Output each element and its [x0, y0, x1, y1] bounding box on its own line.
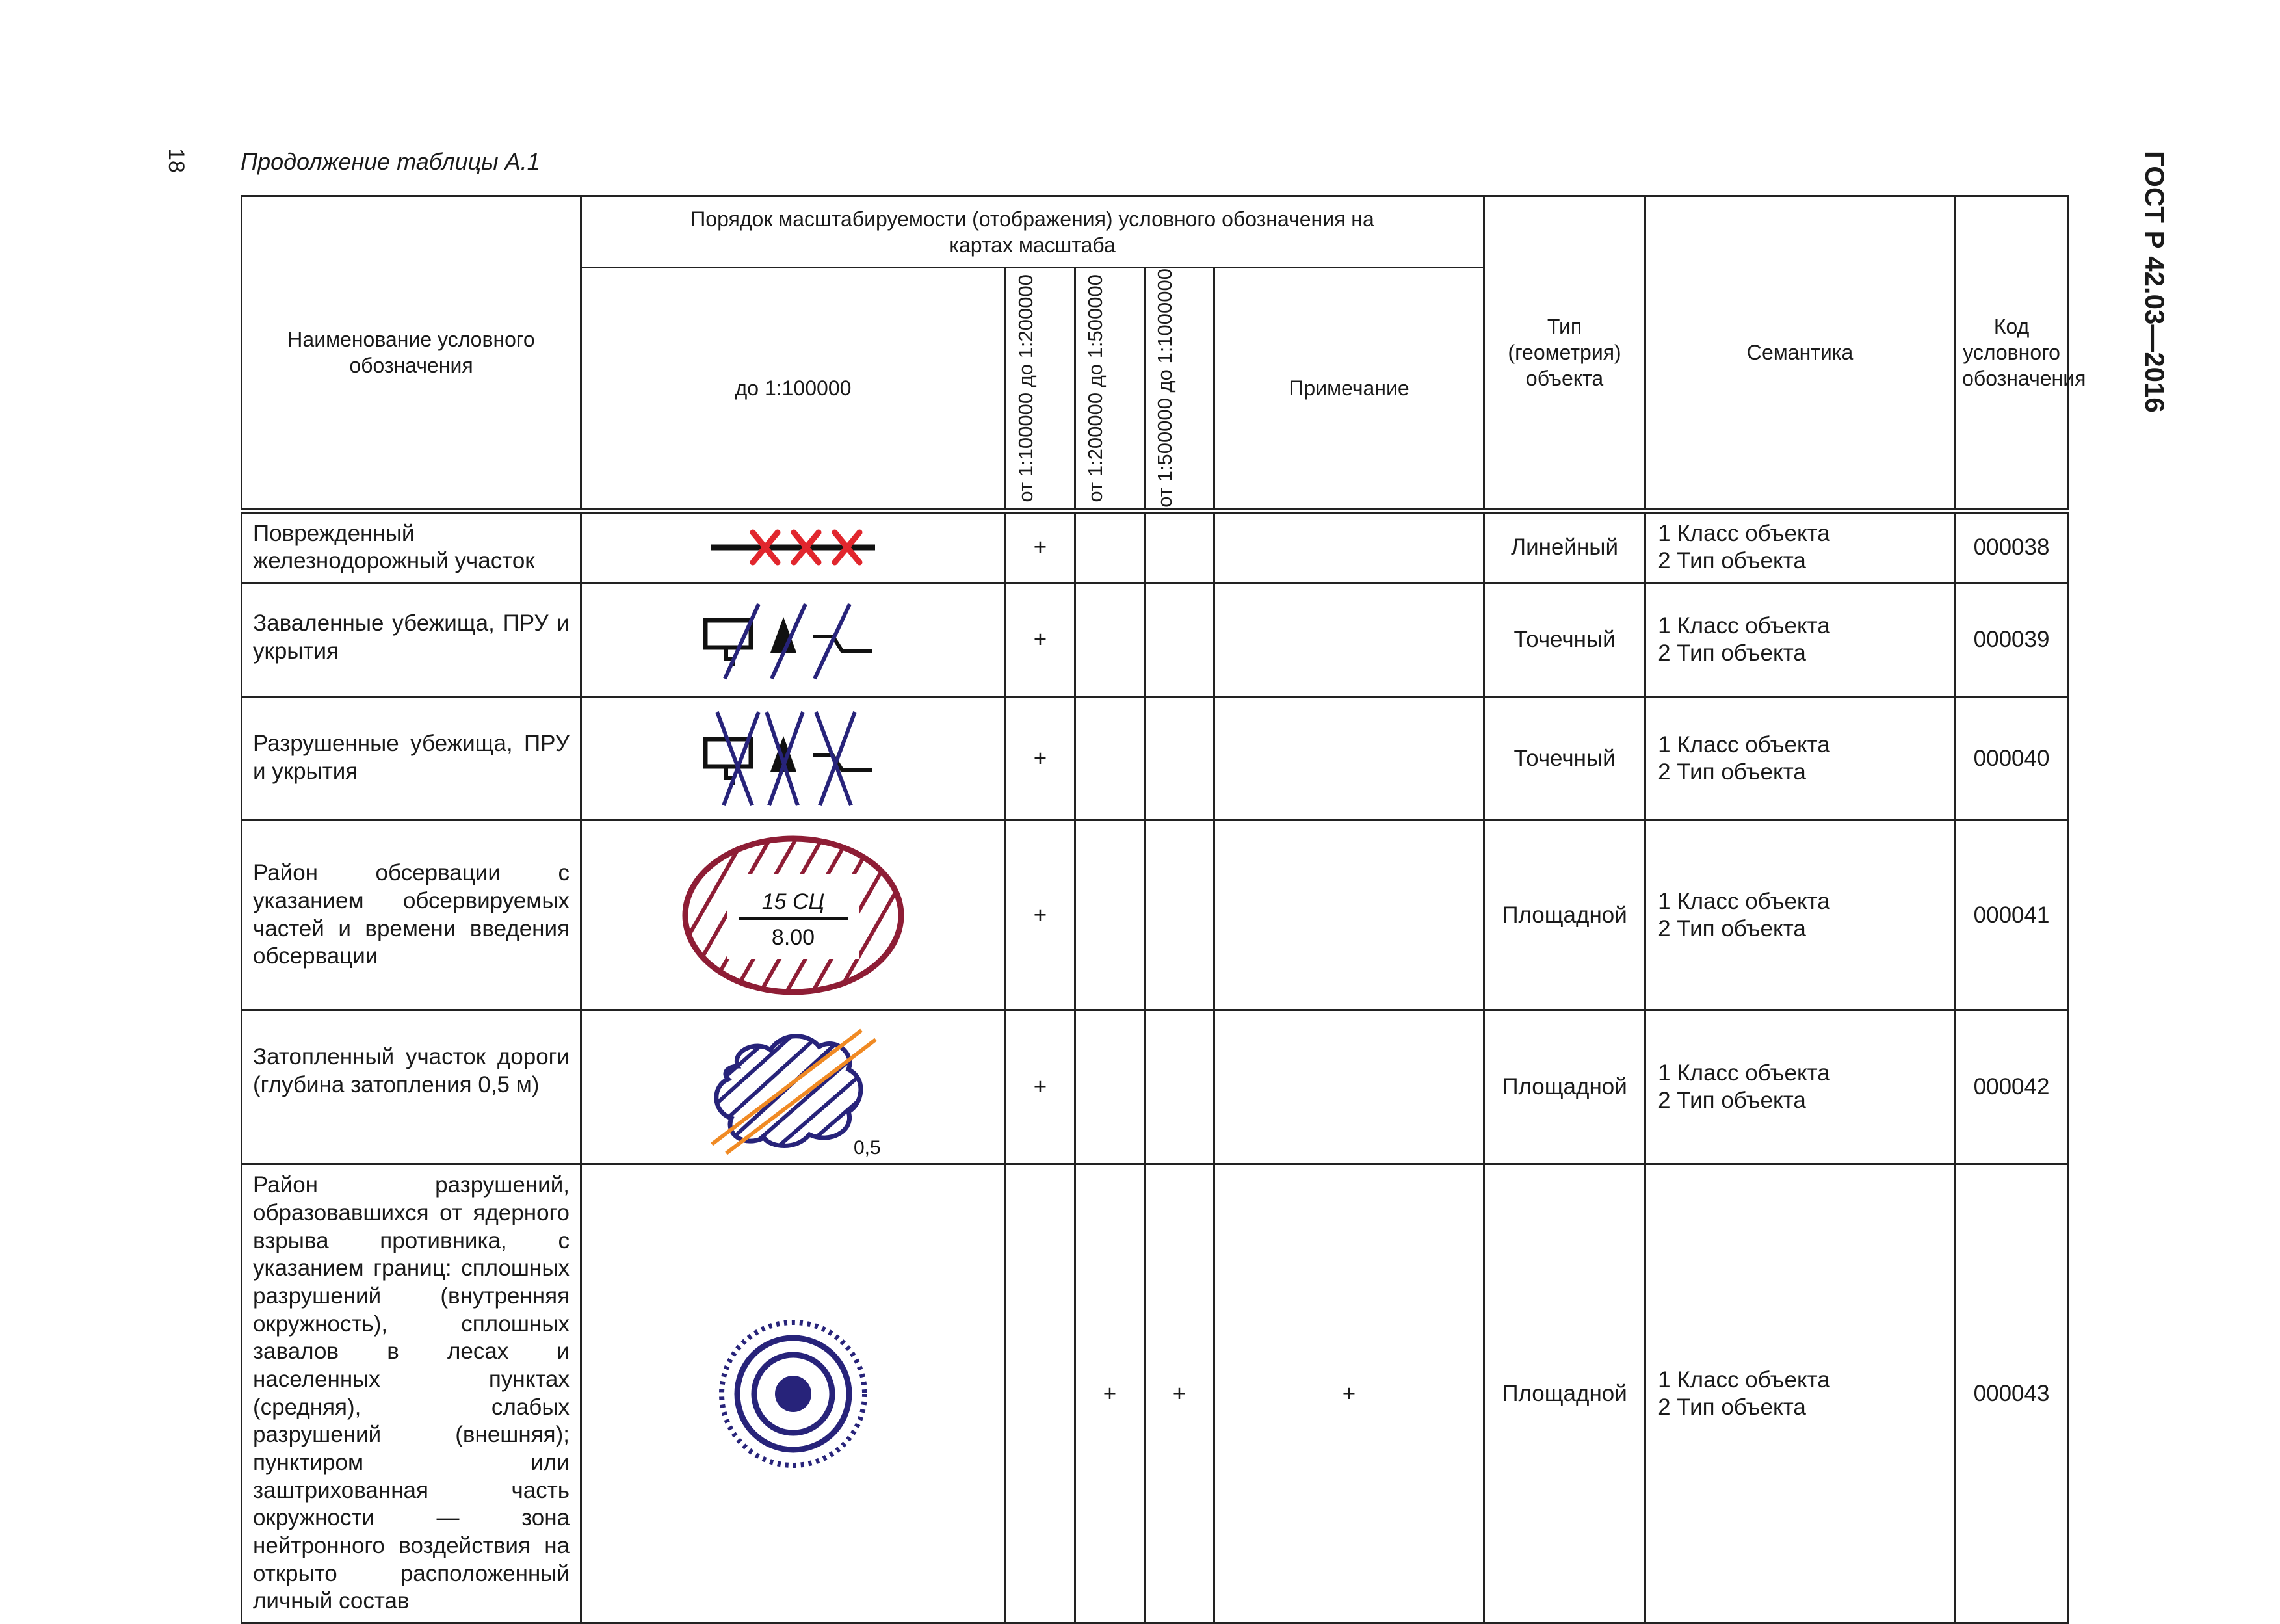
collapsed-shelters-icon: [699, 597, 887, 682]
row-name: Разрушенные убежища, ПРУ и укрытия: [242, 697, 581, 820]
observed-units-label: 15 СЦ: [761, 889, 825, 914]
symbols-table: [241, 195, 2086, 1624]
header-scale-1: до 1:100000: [581, 268, 1006, 511]
table-row: [242, 820, 2069, 1010]
table-row: [242, 1010, 2069, 1164]
scale-2-mark: [1075, 1010, 1145, 1164]
semantic-1: 1 Класс объекта: [1658, 521, 1830, 547]
semantic-2: 2 Тип объекта: [1658, 1394, 1806, 1420]
header-code: Код условного обозначения: [1955, 196, 2069, 511]
observation-time-label: 8.00: [771, 924, 815, 950]
geometry-type: Площадной: [1484, 1010, 1645, 1164]
scale-2-mark: +: [1075, 1164, 1145, 1623]
table-row: [242, 510, 2069, 583]
symbol-code: 000039: [1955, 583, 2069, 697]
semantic-1: 1 Класс объекта: [1658, 888, 1830, 914]
table-row: [242, 697, 2069, 820]
note-cell: [1214, 510, 1484, 583]
note-cell: [1214, 1010, 1484, 1164]
semantic-1: 1 Класс объекта: [1658, 1060, 1830, 1086]
geometry-type: Точечный: [1484, 697, 1645, 820]
destroyed-shelters-icon: [699, 707, 887, 811]
header-name: Наименование условного обозначения: [242, 196, 581, 511]
header-scale-3: от 1:200000 до 1:500000: [1084, 274, 1107, 503]
scale-3-mark: [1145, 510, 1214, 583]
header-type: Тип (геометрия) объекта: [1484, 196, 1645, 511]
semantic-2: 2 Тип объекта: [1658, 759, 1806, 785]
semantic-2: 2 Тип объекта: [1658, 915, 1806, 941]
row-name: Поврежденный железнодорожный участок: [242, 510, 581, 583]
geometry-type: Точечный: [1484, 583, 1645, 697]
damaged-railway-icon: [709, 525, 878, 570]
note-cell: [1214, 583, 1484, 697]
nuclear-destruction-area-icon: [712, 1313, 874, 1475]
symbol-code: 000041: [1955, 820, 2069, 1010]
row-name: Заваленные убежища, ПРУ и укрытия: [242, 583, 581, 697]
flood-depth-label: 0,5: [854, 1136, 881, 1159]
symbol-code: 000038: [1955, 510, 2069, 583]
symbol-code: 000040: [1955, 697, 2069, 820]
standard-designation: ГОСТ Р 42.03—2016: [2140, 151, 2170, 413]
scale-2-mark: [1075, 820, 1145, 1010]
scale-1-mark: [1006, 1164, 1075, 1623]
scale-3-mark: [1145, 1010, 1214, 1164]
note-cell: [1214, 697, 1484, 820]
semantic-1: 1 Класс объекта: [1658, 1367, 1830, 1393]
scale-1-mark: +: [1006, 697, 1075, 820]
row-name: Затопленный участок дороги (глубина затопления 0,5 м): [242, 1010, 581, 1164]
semantic-2: 2 Тип объекта: [1658, 1088, 1806, 1114]
row-name: Район обсервации с указанием обсервируемых частей и времени введения обсервации: [242, 820, 581, 1010]
scale-3-mark: [1145, 820, 1214, 1010]
symbol-code: 000042: [1955, 1010, 2069, 1164]
note-cell: +: [1214, 1164, 1484, 1623]
semantic-1: 1 Класс объекта: [1658, 731, 1830, 757]
symbol-code: 000043: [1955, 1164, 2069, 1623]
scale-2-mark: [1075, 510, 1145, 583]
geometry-type: Площадной: [1484, 1164, 1645, 1623]
header-scale-group: Порядок масштабируемости (отображения) условного обозначения на картах масштаба: [581, 196, 1484, 268]
geometry-type: Площадной: [1484, 820, 1645, 1010]
scale-1-mark: +: [1006, 1010, 1075, 1164]
scale-3-mark: [1145, 697, 1214, 820]
scale-2-mark: [1075, 697, 1145, 820]
scale-3-mark: +: [1145, 1164, 1214, 1623]
semantic-2: 2 Тип объекта: [1658, 640, 1806, 666]
page-number: 18: [164, 148, 189, 173]
header-note: Примечание: [1214, 268, 1484, 511]
row-name: Район разрушений, образовавшихся от ядерного взрыва противника, с указанием границ: сплошных разрушений (внутренняя окружность), сплошных завалов в лесах и населенных пунктах (средняя), слабых разрушений (внешняя); пунктиром или заштрихованная часть окружности — зона нейтронного воздействия на открыто расположенный личный состав: [242, 1164, 581, 1623]
scale-3-mark: [1145, 583, 1214, 697]
semantic-1: 1 Класс объекта: [1658, 613, 1830, 639]
table-row: [242, 1164, 2069, 1623]
semantic-2: 2 Тип объекта: [1658, 548, 1806, 574]
geometry-type: Линейный: [1484, 510, 1645, 583]
header-scale-4: от 1:500000 до 1:1000000: [1153, 268, 1176, 508]
header-scale-2: от 1:100000 до 1:200000: [1014, 274, 1037, 503]
scale-1-mark: +: [1006, 510, 1075, 583]
table-caption: Продолжение таблицы А.1: [241, 148, 540, 175]
scale-1-mark: +: [1006, 820, 1075, 1010]
note-cell: [1214, 820, 1484, 1010]
observation-area-icon: [676, 828, 910, 1003]
scale-2-mark: [1075, 583, 1145, 697]
flooded-road-icon: [686, 1014, 900, 1160]
table-row: [242, 583, 2069, 697]
header-semantics: Семантика: [1645, 196, 1955, 511]
scale-1-mark: +: [1006, 583, 1075, 697]
